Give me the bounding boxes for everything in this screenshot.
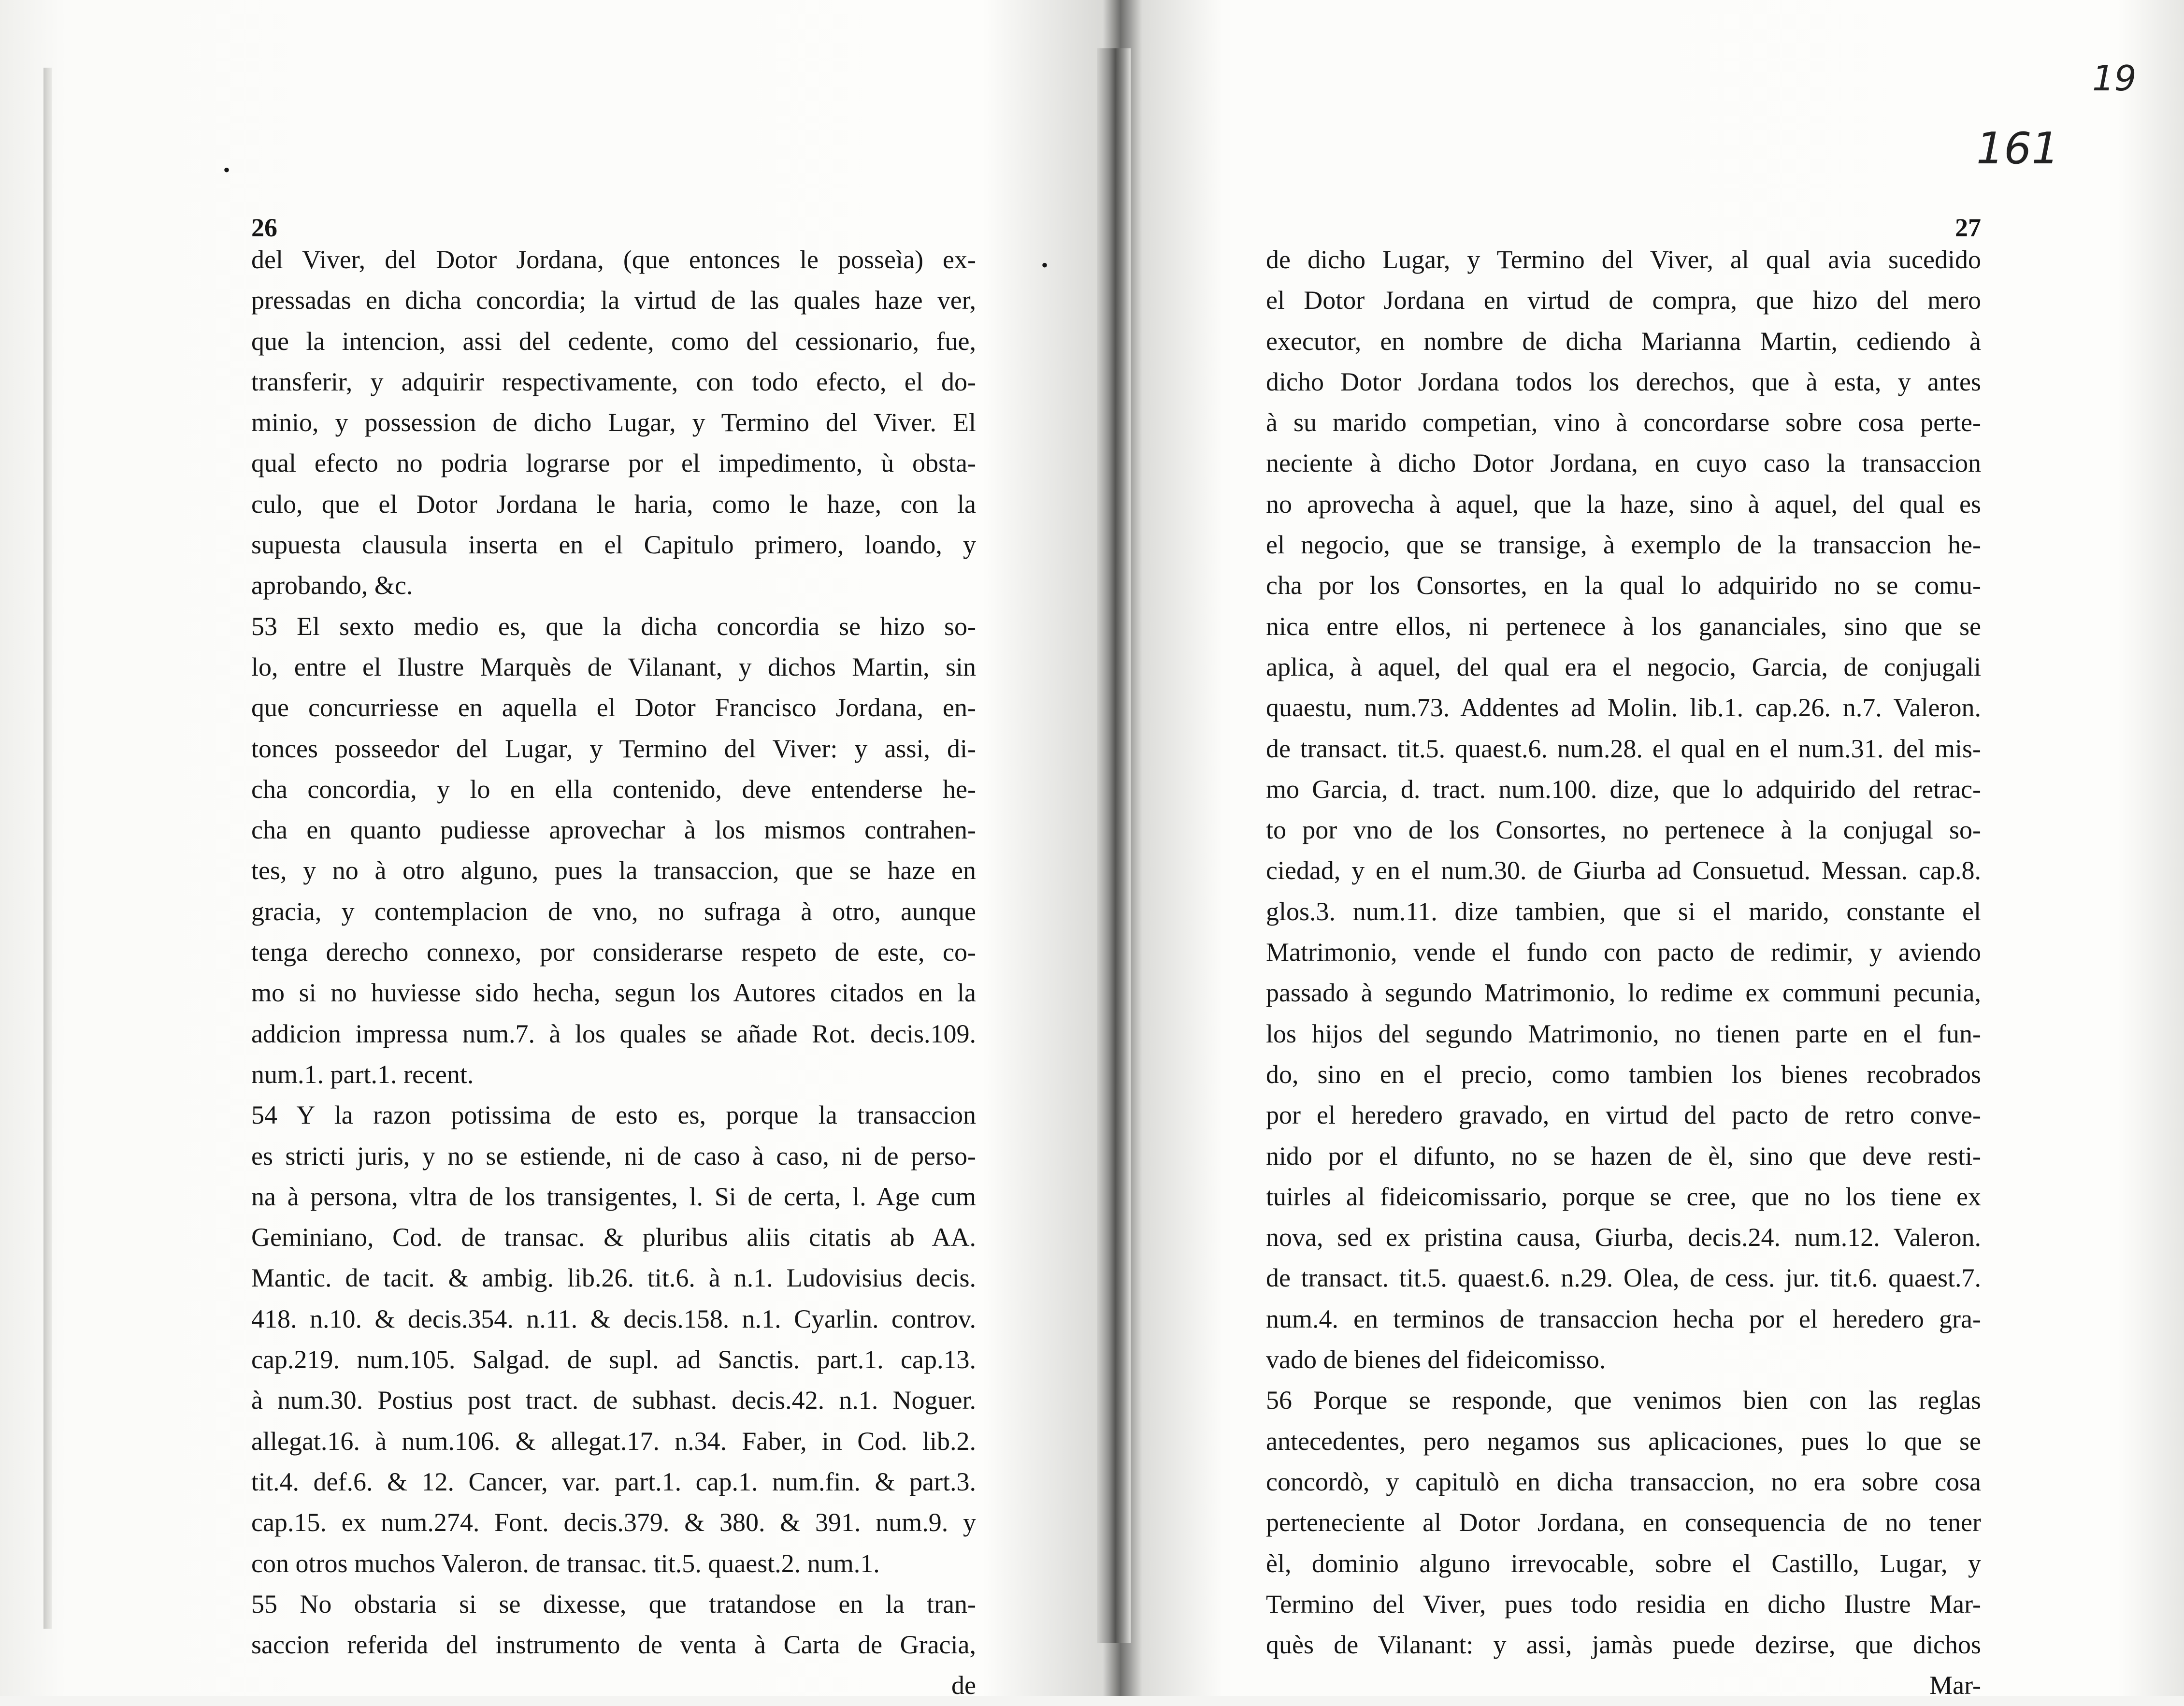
text-line: à num.30. Postius post tract. de subhast. decis.42. n.1. Noguer. bbox=[251, 1386, 976, 1415]
text-line: 56 Porque se responde, que venimos bien con las reglas bbox=[1266, 1386, 1981, 1415]
ink-speck: • bbox=[1041, 254, 1049, 276]
text-line: nova, sed ex pristina causa, Giurba, decis.24. num.12. Valeron. bbox=[1266, 1223, 1981, 1252]
text-line: to por vno de los Consortes, no pertenece à la conjugal so- bbox=[1266, 815, 1981, 845]
text-line: glos.3. num.11. dize tambien, que si el marido, constante el bbox=[1266, 896, 1981, 926]
text-line: ciedad, y en el num.30. de Giurba ad Consuetud. Messan. cap.8. bbox=[1266, 856, 1981, 885]
page-number: 26 bbox=[251, 213, 277, 242]
text-line: Geminiano, Cod. de transac. & pluribus aliis citatis ab AA. bbox=[251, 1223, 976, 1252]
text-line: culo, que el Dotor Jordana le haria, como le haze, con la bbox=[251, 489, 976, 519]
text-line: vado de bienes del fideicomisso. bbox=[1266, 1345, 1606, 1374]
text-line: no aprovecha à aquel, que la haze, sino à aquel, del qual es bbox=[1266, 489, 1981, 519]
text-line: mo Garcia, d. tract. num.100. dize, que lo adquirido del retrac- bbox=[1266, 774, 1981, 804]
text-line: minio, y possession de dicho Lugar, y Termino del Viver. El bbox=[251, 408, 976, 437]
text-line: supuesta clausula inserta en el Capitulo primero, loando, y bbox=[251, 530, 976, 560]
page-number: 27 bbox=[1955, 213, 1981, 242]
text-line: cap.219. num.105. Salgad. de supl. ad Sanctis. part.1. cap.13. bbox=[251, 1345, 976, 1374]
text-line: Mar- bbox=[1929, 1671, 1981, 1700]
right-page-text bbox=[1266, 239, 1981, 1706]
text-line: 53 El sexto medio es, que la dicha concordia se hizo so- bbox=[251, 611, 976, 641]
text-line: Matrimonio, vende el fundo con pacto de redimir, y aviendo bbox=[1266, 938, 1981, 967]
text-line: lo, entre el Ilustre Marquès de Vilanant, y dichos Martin, sin bbox=[251, 652, 976, 681]
text-line: es stricti juris, y no se estiende, ni de caso à caso, ni de perso- bbox=[251, 1141, 976, 1171]
text-line: Termino del Viver, pues todo residia en dicho Ilustre Mar- bbox=[1266, 1589, 1981, 1619]
text-line: dicho Dotor Jordana todos los derechos, que à esta, y antes bbox=[1266, 367, 1981, 396]
text-line: saccion referida del instrumento de venta à Carta de Gracia, bbox=[251, 1630, 976, 1660]
text-line: por el heredero gravado, en virtud del pacto de retro conve- bbox=[1266, 1100, 1981, 1130]
text-line: nido por el difunto, no se hazen de èl, sino que deve resti- bbox=[1266, 1141, 1981, 1171]
text-line: na à persona, vltra de los transigentes, l. Si de certa, l. Age cum bbox=[251, 1182, 976, 1211]
text-line: tenga derecho connexo, por considerarse respeto de este, co- bbox=[251, 938, 976, 967]
text-line: de dicho Lugar, y Termino del Viver, al qual avia sucedido bbox=[1266, 245, 1981, 274]
text-line: num.4. en terminos de transaccion hecha por el heredero gra- bbox=[1266, 1304, 1981, 1333]
text-line: tuirles al fideicomissario, porque se cree, que no los tiene ex bbox=[1266, 1182, 1981, 1211]
text-line: de transact. tit.5. quaest.6. n.29. Olea, de cess. jur. tit.6. quaest.7. bbox=[1266, 1263, 1981, 1293]
text-line: tonces posseedor del Lugar, y Termino del Viver: y assi, di- bbox=[251, 734, 976, 763]
text-line: aprobando, &c. bbox=[251, 571, 413, 600]
text-line: aplica, à aquel, del qual era el negocio, Garcia, de conjugali bbox=[1266, 652, 1981, 681]
text-line: con otros muchos Valeron. de transac. tit.5. quaest.2. num.1. bbox=[251, 1548, 880, 1578]
text-line: que la intencion, assi del cedente, como del cessionario, fue, bbox=[251, 326, 976, 356]
text-line: Mantic. de tacit. & ambig. lib.26. tit.6. à n.1. Ludovisius decis. bbox=[251, 1263, 976, 1293]
text-line: cha por los Consortes, en la qual lo adquirido no se comu- bbox=[1266, 571, 1981, 600]
text-line: à su marido competian, vino à concordarse sobre cosa perte- bbox=[1266, 408, 1981, 437]
text-line: tes, y no à otro alguno, pues la transaccion, que se haze en bbox=[251, 856, 976, 885]
text-line: 55 No obstaria si se dixesse, que tratandose en la tran- bbox=[251, 1589, 976, 1619]
text-line: cha en quanto pudiesse aprovechar à los mismos contrahen- bbox=[251, 815, 976, 845]
ink-speck: • bbox=[223, 159, 230, 181]
text-line: el negocio, que se transige, à exemplo de la transaccion he- bbox=[1266, 530, 1981, 560]
text-line: cha concordia, y lo en ella contenido, deve entenderse he- bbox=[251, 774, 976, 804]
text-line: transferir, y adquirir respectivamente, con todo efecto, el do- bbox=[251, 367, 976, 396]
text-line: cap.15. ex num.274. Font. decis.379. & 380. & 391. num.9. y bbox=[251, 1508, 976, 1537]
text-line: quès de Vilanant: y assi, jamàs puede dezirse, que dichos bbox=[1266, 1630, 1981, 1660]
text-line: el Dotor Jordana en virtud de compra, que hizo del mero bbox=[1266, 286, 1981, 315]
text-line: allegat.16. à num.106. & allegat.17. n.34. Faber, in Cod. lib.2. bbox=[251, 1426, 976, 1456]
left-page-edge bbox=[43, 68, 52, 1629]
text-line: do, sino en el precio, como tambien los bienes recobrados bbox=[1266, 1059, 1981, 1089]
text-line: qual efecto no podria lograrse por el impedimento, ù obsta- bbox=[251, 448, 976, 478]
text-line: num.1. part.1. recent. bbox=[251, 1059, 474, 1089]
left-page-text bbox=[251, 239, 976, 1706]
text-line: del Viver, del Dotor Jordana, (que entonces le posseìa) ex- bbox=[251, 245, 976, 274]
text-line: addicion impressa num.7. à los quales se añade Rot. decis.109. bbox=[251, 1019, 976, 1048]
text-line: los hijos del segundo Matrimonio, no tienen parte en el fun- bbox=[1266, 1019, 1981, 1048]
text-line: mo si no huviesse sido hecha, segun los Autores citados en la bbox=[251, 978, 976, 1008]
text-line: 54 Y la razon potissima de esto es, porque la transaccion bbox=[251, 1100, 976, 1130]
text-line: neciente à dicho Dotor Jordana, en cuyo caso la transaccion bbox=[1266, 448, 1981, 478]
text-line: tit.4. def.6. & 12. Cancer, var. part.1. cap.1. num.fin. & part.3. bbox=[251, 1467, 976, 1496]
text-line: nica entre ellos, ni pertenece à los gananciales, sino que se bbox=[1266, 611, 1981, 641]
text-line: pressadas en dicha concordia; la virtud de las quales haze ver, bbox=[251, 286, 976, 315]
text-line: de bbox=[951, 1671, 976, 1700]
book-gutter bbox=[1097, 48, 1131, 1643]
text-line: de transact. tit.5. quaest.6. num.28. el qual en el num.31. del mis- bbox=[1266, 734, 1981, 763]
text-line: antecedentes, pero negamos sus aplicaciones, pues lo que se bbox=[1266, 1426, 1981, 1456]
text-line: quaestu, num.73. Addentes ad Molin. lib.1. cap.26. n.7. Valeron. bbox=[1266, 693, 1981, 723]
text-line: èl, dominio alguno irrevocable, sobre el Castillo, Lugar, y bbox=[1266, 1548, 1981, 1578]
handwritten-folio-number: 161 bbox=[1976, 123, 2059, 174]
text-line: passado à segundo Matrimonio, lo redime ex communi pecunia, bbox=[1266, 978, 1981, 1008]
text-line: concordò, y capitulò en dicha transaccion, no era sobre cosa bbox=[1266, 1467, 1981, 1496]
handwritten-folio-corner: 19 bbox=[2092, 58, 2137, 99]
text-line: gracia, y contemplacion de vno, no sufraga à otro, aunque bbox=[251, 896, 976, 926]
text-line: executor, en nombre de dicha Marianna Martin, cediendo à bbox=[1266, 326, 1981, 356]
text-line: perteneciente al Dotor Jordana, en consequencia de no tener bbox=[1266, 1508, 1981, 1537]
text-line: 418. n.10. & decis.354. n.11. & decis.158. n.1. Cyarlin. controv. bbox=[251, 1304, 976, 1333]
text-line: que concurriesse en aquella el Dotor Francisco Jordana, en- bbox=[251, 693, 976, 723]
